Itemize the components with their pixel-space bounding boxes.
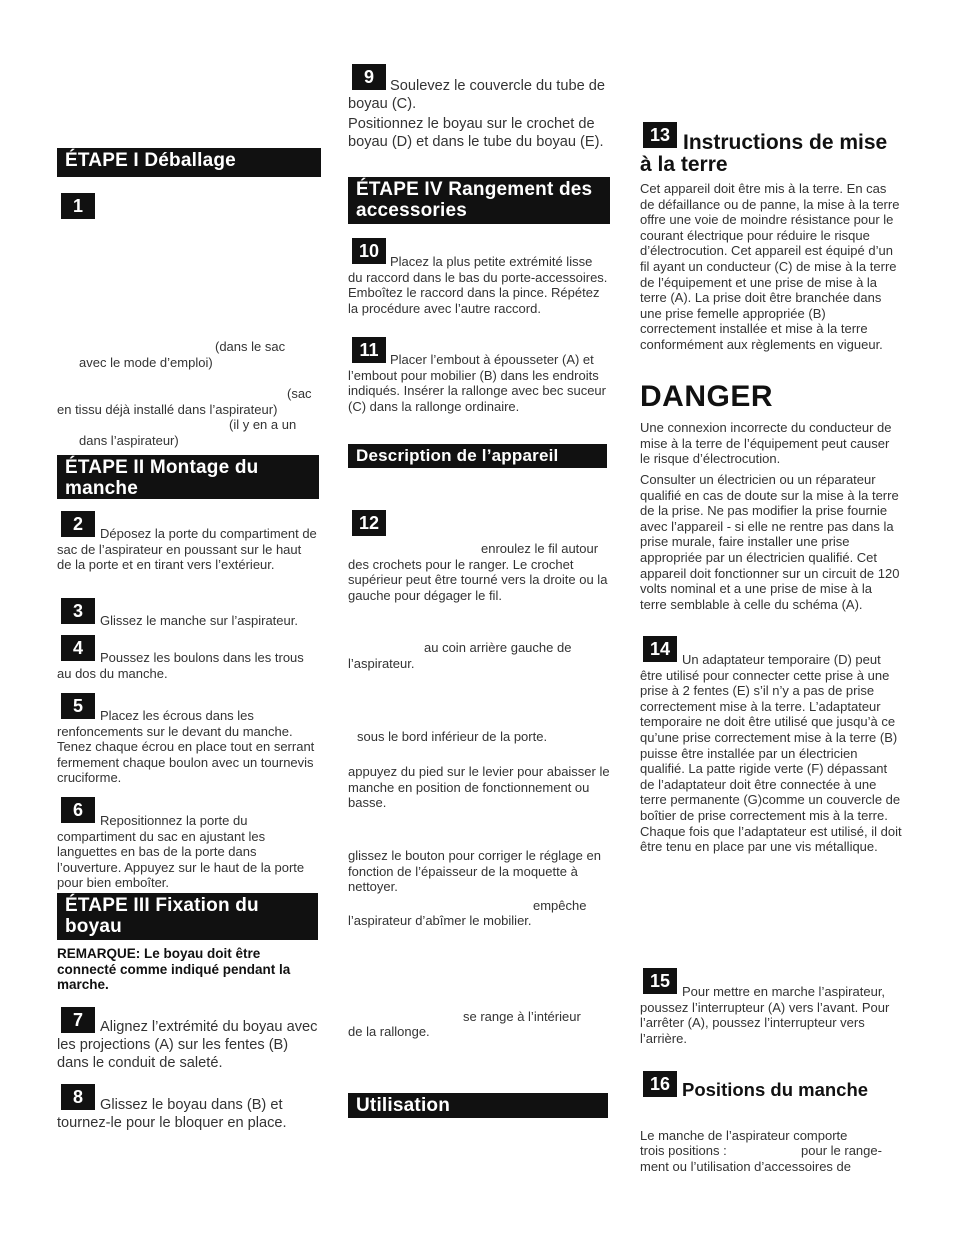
step9-number-badge: 9 [352,64,386,90]
step15-text: Pour mettre en marche l’aspirateur, poussez l’interrupteur (A) vers l’avant. Pour l’arrêter (A), poussez l’interrupteur vers l’arrière. [640,984,890,1046]
step1-heading: ÉTAPE I Déballage [57,148,321,177]
range-line-2: de la rallonge. [348,1024,430,1039]
step7-number-badge: 7 [61,1007,95,1033]
bag-line-1: (dans le sac [215,339,286,354]
handle-line-1: Le manche de l’aspirateur comporte [640,1128,848,1143]
sac-line-3: (il y en a un [229,417,297,432]
step11-number-badge: 11 [352,337,386,363]
step2-text: Déposez la porte du compartiment de sac de l’aspirateur en poussant sur le haut de la porte et en tirant vers l’extérieur. [57,526,317,573]
bord-text: sous le bord inférieur de la porte. [357,729,548,744]
step10-text: Placez la plus petite extrémité lisse du raccord dans le bas du porte-accessoires. Emboîtez le raccord dans la pince. Répétez la procédure avec l’autre raccord. [348,254,608,316]
step2-heading: ÉTAPE II Montage du manche [57,455,319,499]
step14-text: Un adaptateur temporaire (D) peut être utilisé pour connecter cette prise à une prise à 2 fentes (E) s’il n’y a pas de prise correctement mise à la terre. L’adaptateur temporaire ne doit être utilisé que jusqu’à ce qu’une prise correctement mise à la terre (B) puisse être installée par un électricien qualifié. La patte rigide verte (F) dépassant de l’adaptateur doit être connectée à une terre permanente (G)comme un couvercle de boîtier de prise correctement mis à la terre. Chaque fois que l’adaptateur est utilisé, il doit être tenu en place par une vis métallique. [640,652,902,855]
step3-heading: ÉTAPE III Fixation du boyau [57,893,318,940]
step8-text: Glissez le boyau dans (B) et tournez-le pour le bloquer en place. [57,1097,287,1131]
danger-text-1: Une connexion incorrecte du conducteur de mise à la terre de l’équipement peut causer le risque d’électrocution. [640,420,892,467]
sac-line-2: en tissu déjà installé dans l’aspirateur) [57,402,278,417]
step12-number-badge: 12 [352,510,386,536]
handle-line-2a: trois positions : [640,1143,727,1158]
step4-heading: ÉTAPE IV Rangement des accessories [348,177,610,224]
step12-text: enroulez le fil autour des crochets pour le ranger. Le crochet supérieur peut être tourné vers la droite ou la gauche pour dégager le fil. [348,541,608,603]
step5-number-badge: 5 [61,693,95,719]
empeche-line-2: l’aspirateur d’abîmer le mobilier. [348,913,532,928]
step1-number-badge: 1 [61,193,95,219]
remarque-note: REMARQUE: Le boyau doit être connecté comme indiqué pendant la marche. [57,946,291,992]
step2-number-badge: 2 [61,511,95,537]
step9-text: Soulevez le couvercle du tube de boyau (C). [348,78,605,112]
step6-number-badge: 6 [61,797,95,823]
step4-number-badge: 4 [61,635,95,661]
handle-line-2b: pour le range- [801,1143,882,1158]
handle-line-3: ment ou l’utilisation d’accessoires de [640,1159,851,1174]
empeche-line-1: empêche [533,898,587,913]
step10-number-badge: 10 [352,238,386,264]
bouton-text: glissez le bouton pour corriger le réglage en fonction de l’épaisseur de la moquette à nettoyer. [348,848,601,895]
step6-text: Repositionnez la porte du compartiment du sac en ajustant les languettes en bas de la porte dans l’ouverture. Appuyez sur le haut de la porte pour bien emboîter. [57,813,305,891]
bag-line-2: avec le mode d’emploi) [79,355,213,370]
step13-number-badge: 13 [643,122,677,148]
description-heading: Description de l’appareil [348,444,607,468]
danger-heading: DANGER [640,380,774,413]
grounding-heading: Instructions de mise à la terre [640,131,888,176]
range-line-1: se range à l’intérieur [463,1009,581,1024]
handle-positions-heading: Positions du manche [682,1079,869,1100]
step3-text: Glissez le manche sur l’aspirateur. [100,613,298,628]
step5-text: Placez les écrous dans les renfoncements sur le devant du manche. Tenez chaque écrou en place tout en serrant fermement chaque boulon avec un tournevis cruciforme. [57,708,315,786]
step16-number-badge: 16 [643,1071,677,1097]
utilisation-heading: Utilisation [348,1093,608,1118]
step8-number-badge: 8 [61,1084,95,1110]
step7-text: Alignez l’extrémité du boyau avec les projections (A) sur les fentes (B) dans le conduit de saleté. [57,1019,318,1071]
step11-text: Placer l’embout à épousseter (A) et l’embout pour mobilier (B) dans les endroits indiqués. Insérer la rallonge avec bec suceur (C) dans la rallonge ordinaire. [348,352,606,414]
step3-number-badge: 3 [61,598,95,624]
step4-text: Poussez les boulons dans les trous au dos du manche. [57,650,304,681]
step15-number-badge: 15 [643,968,677,994]
step9b-text: Positionnez le boyau sur le crochet de boyau (D) et dans le tube du boyau (E). [348,116,604,150]
grounding-text: Cet appareil doit être mis à la terre. En cas de défaillance ou de panne, la mise à la terre offre une voie de moindre résistance pour le courant électrique pour réduire le risque d’électrocution. Cet appareil est équipé d’un fil ayant un conducteur (C) de mise à la terre de l’équipement et une prise de mise à la terre (A). La prise doit être branchée dans une prise femelle appropriée (B) correctement installée et mise à la terre conformément aux règlements en vigueur. [640,181,900,352]
sac-line-4: dans l’aspirateur) [79,433,179,448]
pied-text: appuyez du pied sur le levier pour abaisser le manche en position de fonctionnement ou basse. [348,764,610,811]
step14-number-badge: 14 [643,636,677,662]
danger-text-2: Consulter un électricien ou un réparateur qualifié en cas de doute sur la mise à la terre de la prise. Ne pas modifier la prise fournie avec l’appareil - si elle ne rentre pas dans la prise murale, faire installer une prise appropriée par un électricien qualifié. Cet appareil doit fonctionner sur un circuit de 120 volts nominal et a une prise de mise à la terre semblable à celle du schéma (A). [640,472,900,612]
sac-line-1: (sac [287,386,312,401]
coin-text: au coin arrière gauche de l’aspirateur. [348,640,572,671]
